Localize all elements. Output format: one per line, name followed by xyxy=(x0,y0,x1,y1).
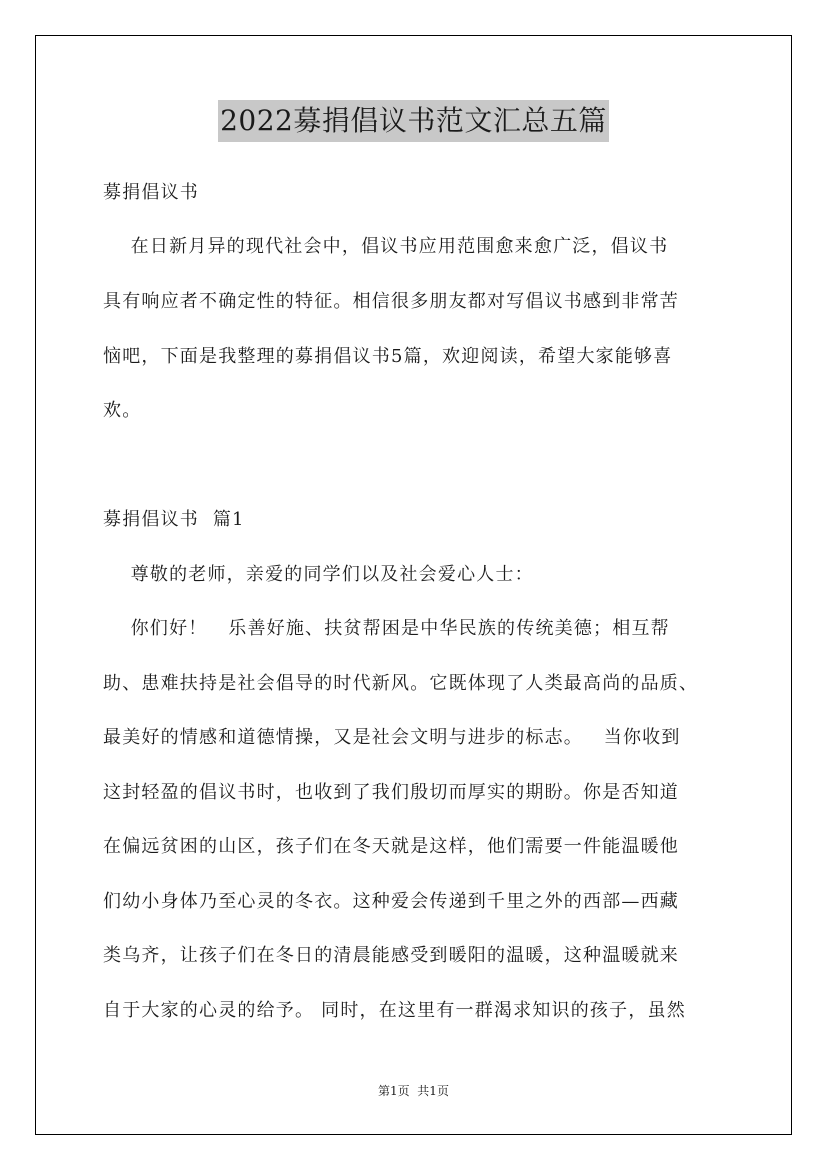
paragraph-line: 欢。 xyxy=(103,400,142,421)
paragraph-line: 最美好的情感和道德情操，又是社会文明与进步的标志。 当你收到 xyxy=(103,727,681,748)
document-title: 2022募捐倡议书范文汇总五篇 xyxy=(218,100,609,142)
paragraph-line: 尊敬的老师，亲爱的同学们以及社会爱心人士： xyxy=(103,564,534,585)
paragraph-line: 在偏远贫困的山区，孩子们在冬天就是这样，他们需要一件能温暖他 xyxy=(103,836,679,857)
title-container xyxy=(0,100,827,142)
paragraph-line: 类乌齐，让孩子们在冬日的清晨能感受到暖阳的温暖，这种温暖就来 xyxy=(103,945,679,966)
paragraph-line: 具有响应者不确定性的特征。相信很多朋友都对写倡议书感到非常苦 xyxy=(103,291,679,312)
paragraph-line: 你们好！ 乐善好施、扶贫帮困是中华民族的传统美德；相互帮 xyxy=(103,618,670,639)
section-heading: 募捐倡议书 xyxy=(103,182,199,203)
section-heading: 募捐倡议书 篇1 xyxy=(103,509,245,530)
paragraph-line: 助、患难扶持是社会倡导的时代新风。它既体现了人类最高尚的品质、 xyxy=(103,673,699,694)
paragraph-line: 自于大家的心灵的给予。 同时，在这里有一群渴求知识的孩子，虽然 xyxy=(103,1000,686,1021)
paragraph-line: 恼吧，下面是我整理的募捐倡议书5篇，欢迎阅读，希望大家能够喜 xyxy=(103,346,673,367)
page-footer: 第1页 共1页 xyxy=(378,1084,449,1098)
paragraph-line: 这封轻盈的倡议书时，也收到了我们殷切而厚实的期盼。你是否知道 xyxy=(103,782,679,803)
paragraph-line: 在日新月异的现代社会中，倡议书应用范围愈来愈广泛，倡议书 xyxy=(103,236,669,257)
paragraph-line: 们幼小身体乃至心灵的冬衣。这种爱会传递到千里之外的西部—西藏 xyxy=(103,891,679,912)
